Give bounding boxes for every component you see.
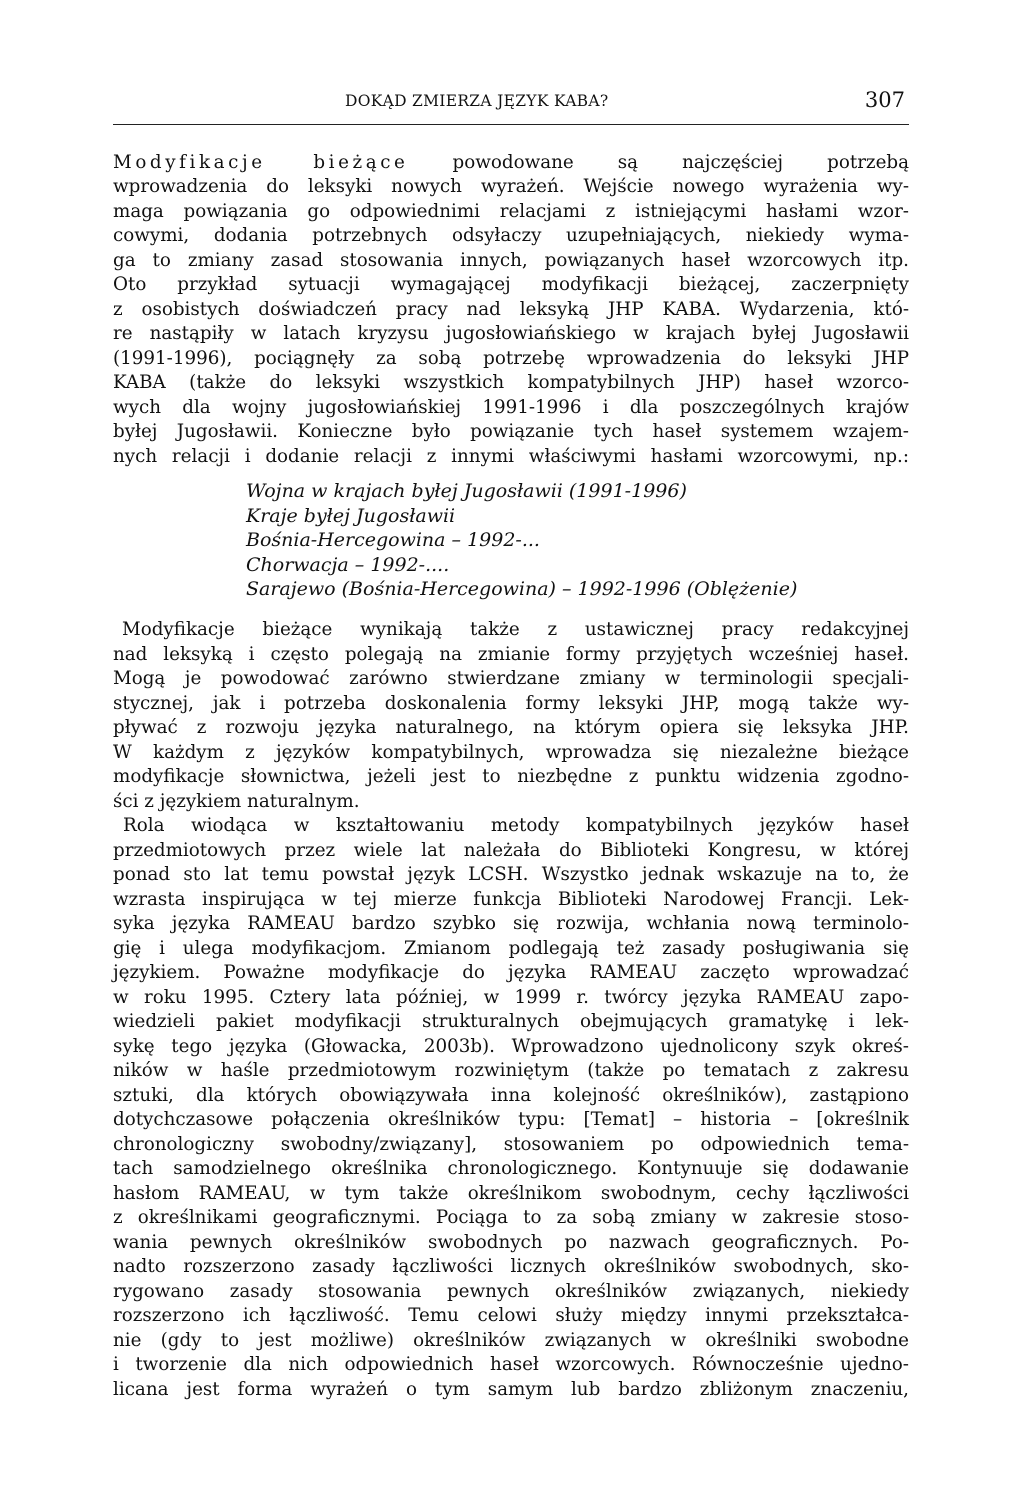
paragraph-1-line: re nastąpiły w latach kryzysu jugosłowiańskiego w krajach byłej Jugosławii <box>113 323 909 344</box>
paragraph-3-line: ponad sto lat temu powstał język LCSH. Wszystko jednak wskazuje na to, że <box>113 864 909 885</box>
paragraph-3-line: w roku 1995. Cztery lata później, w 1999 r. twórcy języka RAMEAU zapo- <box>113 987 909 1008</box>
paragraph-3-line: rygowano zasady stosowania pewnych określników związanych, niekiedy <box>113 1281 909 1302</box>
paragraph-1-line: z osobistych doświadczeń pracy nad leksyką JHP KABA. Wydarzenia, któ- <box>113 299 909 320</box>
paragraph-3-line: tach samodzielnego określnika chronologicznego. Kontynuuje się dodawanie <box>113 1158 909 1179</box>
paragraph-3-line: nie (gdy to jest możliwe) określników związanych w określniki swobodne <box>113 1330 909 1351</box>
paragraph-1-line: KABA (także do leksyki wszystkich kompatybilnych JHP) haseł wzorco- <box>113 372 909 393</box>
paragraph-3-line: sztuki, dla których obowiązywała inna kolejność określników), zastąpiono <box>113 1085 909 1106</box>
paragraph-1-line: ga to zmiany zasad stosowania innych, powiązanych haseł wzorcowych itp. <box>113 250 909 271</box>
paragraph-1-line: wprowadzenia do leksyki nowych wyrażeń. Wejście nowego wyrażenia wy- <box>113 176 909 197</box>
example-heading: Bośnia-Hercegowina – 1992-... <box>246 529 540 551</box>
paragraph-2-line: Modyfikacje bieżące wynikają także z ustawicznej pracy redakcyjnej <box>122 619 909 640</box>
paragraph-3-line: licana jest forma wyrażeń o tym samym lub bardzo zbliżonym znaczeniu, <box>113 1379 909 1400</box>
page-number: 307 <box>864 88 905 112</box>
paragraph-3-line: przedmiotowych przez wiele lat należała do Biblioteki Kongresu, w której <box>113 840 909 861</box>
paragraph-3-line: Rola wiodąca w kształtowaniu metody kompatybilnych języków haseł <box>123 815 909 836</box>
example-heading: Wojna w krajach byłej Jugosławii (1991-1996) <box>246 480 687 502</box>
example-heading: Kraje byłej Jugosławii <box>246 505 456 527</box>
running-header <box>113 88 909 124</box>
paragraph-3-line: chronologiczny swobodny/związany], stosowaniem po odpowiednich tema- <box>113 1134 909 1155</box>
paragraph-3-line: wiedzieli pakiet modyfikacji strukturalnych obejmujących gramatykę i lek- <box>113 1011 909 1032</box>
running-title: DOKĄD ZMIERZA JĘZYK KABA? <box>345 92 609 110</box>
paragraph-3-line: dotychczasowe połączenia określników typu: [Temat] – historia – [określnik <box>113 1109 909 1130</box>
paragraph-3-line: językiem. Poważne modyfikacje do języka RAMEAU zaczęto wprowadzać <box>113 962 909 983</box>
paragraph-3-line: z określnikami geograficznymi. Pociąga to za sobą zmiany w zakresie stoso- <box>113 1207 909 1228</box>
paragraph-3-line: wzrasta inspirująca w tej mierze funkcja Biblioteki Narodowej Francji. Lek- <box>113 889 909 910</box>
paragraph-1-line: Oto przykład sytuacji wymagającej modyfikacji bieżącej, zaczerpnięty <box>113 274 909 295</box>
paragraph-3-line: nadto rozszerzono zasady łączliwości licznych określników swobodnych, sko- <box>113 1256 909 1277</box>
example-heading: Sarajewo (Bośnia-Hercegowina) – 1992-1996 (Oblężenie) <box>246 578 798 600</box>
paragraph-2-line: stycznej, jak i potrzeba doskonalenia formy leksyki JHP, mogą także wy- <box>113 693 909 714</box>
paragraph-1-line: (1991-1996), pociągnęły za sobą potrzebę wprowadzenia do leksyki JHP <box>113 348 909 369</box>
example-heading: Chorwacja – 1992-.... <box>246 554 450 576</box>
paragraph-3-line: wania pewnych określników swobodnych po nazwach geograficznych. Po- <box>113 1232 909 1253</box>
paragraph-1-line: maga powiązania go odpowiednimi relacjami z istniejącymi hasłami wzor- <box>113 201 909 222</box>
paragraph-2-line: ści z językiem naturalnym. <box>113 791 360 812</box>
paragraph-2-line: modyfikacje słownictwa, jeżeli jest to niezbędne z punktu widzenia zgodno- <box>113 766 909 787</box>
spaced-lead-term: Modyfikacje bieżące <box>113 152 409 173</box>
paragraph-2-line: pływać z rozwoju języka naturalnego, na którym opiera się leksyka JHP. <box>113 717 909 738</box>
paragraph-1-line: wych dla wojny jugosłowiańskiej 1991-1996 i dla poszczególnych krajów <box>113 397 909 418</box>
paragraph-3-line: sykę tego języka (Głowacka, 2003b). Wprowadzono ujednolicony szyk okreś- <box>113 1036 909 1057</box>
paragraph-3-line: hasłom RAMEAU, w tym także określnikom swobodnym, cechy łączliwości <box>113 1183 909 1204</box>
paragraph-3-line: i tworzenie dla nich odpowiednich haseł wzorcowych. Równocześnie ujedno- <box>113 1354 909 1375</box>
paragraph-1-line <box>113 151 909 176</box>
paragraph-2-line: W każdym z języków kompatybilnych, wprowadza się niezależne bieżące <box>113 742 909 763</box>
paragraph-3-line: gię i ulega modyfikacjom. Zmianom podlegają też zasady posługiwania się <box>113 938 909 959</box>
paragraph-3-line: rozszerzono ich łączliwość. Temu celowi służy między innymi przekształca- <box>113 1305 909 1326</box>
paragraph-1-line: nych relacji i dodanie relacji z innymi właściwymi hasłami wzorcowymi, np.: <box>113 446 909 467</box>
paragraph-1-line: byłej Jugosławii. Konieczne było powiązanie tych haseł systemem wzajem- <box>113 421 909 442</box>
paragraph-3-line: syka języka RAMEAU bardzo szybko się rozwija, wchłania nową terminolo- <box>113 913 909 934</box>
paragraph-2-line: Mogą je powodować zarówno stwierdzane zmiany w terminologii specjali- <box>113 668 909 689</box>
paragraph-1-line: cowymi, dodania potrzebnych odsyłaczy uzupełniających, niekiedy wyma- <box>113 225 909 246</box>
line-text: powodowane są najczęściej potrzebą <box>408 152 909 173</box>
paragraph-2-line: nad leksyką i często polegają na zmianie formy przyjętych wcześniej haseł. <box>113 644 909 665</box>
header-rule <box>113 124 909 125</box>
paragraph-3-line: ników w haśle przedmiotowym rozwiniętym (także po tematach z zakresu <box>113 1060 909 1081</box>
